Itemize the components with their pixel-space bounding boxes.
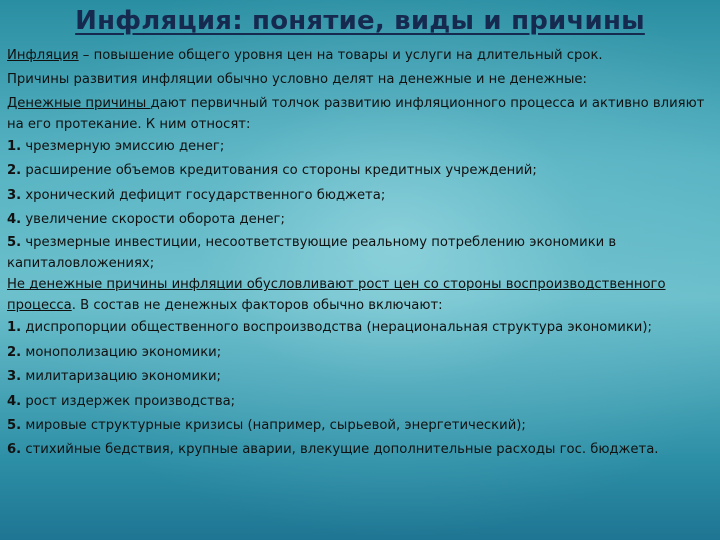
item-text: увеличение скорости оборота денег;	[21, 212, 285, 228]
slide-content	[7, 44, 715, 463]
item-text: чрезмерные инвестиции, несоответствующие реальному потреблению экономики в капиталовложениях;	[7, 235, 617, 272]
item-number: 6.	[7, 442, 22, 458]
nonmonetary-paragraph	[7, 274, 715, 316]
monetary-item	[7, 232, 715, 274]
item-text: диспропорции общественного воспроизводства (нерациональная структура экономики);	[21, 320, 652, 336]
item-number: 1.	[7, 320, 22, 336]
nonmonetary-item	[7, 316, 715, 340]
item-number: 4.	[7, 393, 22, 409]
item-number: 2.	[7, 163, 22, 179]
monetary-item	[7, 184, 715, 208]
item-number: 5.	[7, 418, 22, 434]
nonmonetary-item	[7, 390, 715, 414]
item-text: милитаризацию экономики;	[21, 369, 221, 385]
nonmonetary-heading: Не денежные причины	[7, 277, 172, 293]
item-text: стихийные бедствия, крупные аварии, влекущие дополнительные расходы гос. бюджета.	[21, 442, 659, 458]
item-text: монополизацию экономики;	[21, 344, 222, 360]
nonmonetary-item	[7, 438, 715, 462]
monetary-paragraph	[7, 93, 715, 135]
definition-term: Инфляция	[7, 48, 79, 63]
nonmonetary-item	[7, 414, 715, 438]
monetary-text: дают первичный толчок развитию инфляционного процесса и активно влияют на его протекание. К ним относят:	[7, 95, 705, 132]
item-text: мировые структурные кризисы (например, сырьевой, энергетический);	[21, 418, 526, 434]
item-text: рост издержек производства;	[21, 393, 236, 409]
item-number: 3.	[7, 187, 22, 203]
nonmonetary-text: . В состав не денежных факторов обычно включают:	[71, 298, 443, 314]
nonmonetary-item	[7, 341, 715, 365]
monetary-item	[7, 135, 715, 159]
item-number: 4.	[7, 212, 22, 228]
item-number: 3.	[7, 369, 22, 385]
monetary-item	[7, 159, 715, 183]
item-text: чрезмерную эмиссию денег;	[21, 138, 225, 154]
item-text: хронический дефицит государственного бюджета;	[21, 187, 386, 203]
item-number: 5.	[7, 235, 22, 251]
definition-text: – повышение общего уровня цен на товары и услуги на длительный срок.	[78, 48, 603, 63]
item-text: расширение объемов кредитования со стороны кредитных учреждений;	[21, 163, 537, 179]
monetary-item	[7, 208, 715, 232]
definition-paragraph	[7, 44, 715, 68]
nonmonetary-text-underlined: инфляции обусловливают рост цен со стороны воспроизводственного процесса	[7, 277, 666, 314]
nonmonetary-item	[7, 365, 715, 389]
intro-paragraph: Причины развития инфляции обычно условно делят на денежные и не денежные:	[7, 72, 587, 88]
slide-title: Инфляция: понятие, виды и причины	[75, 6, 645, 36]
item-number: 1.	[7, 138, 22, 154]
monetary-heading: Денежные причины	[7, 95, 151, 111]
item-number: 2.	[7, 344, 22, 360]
